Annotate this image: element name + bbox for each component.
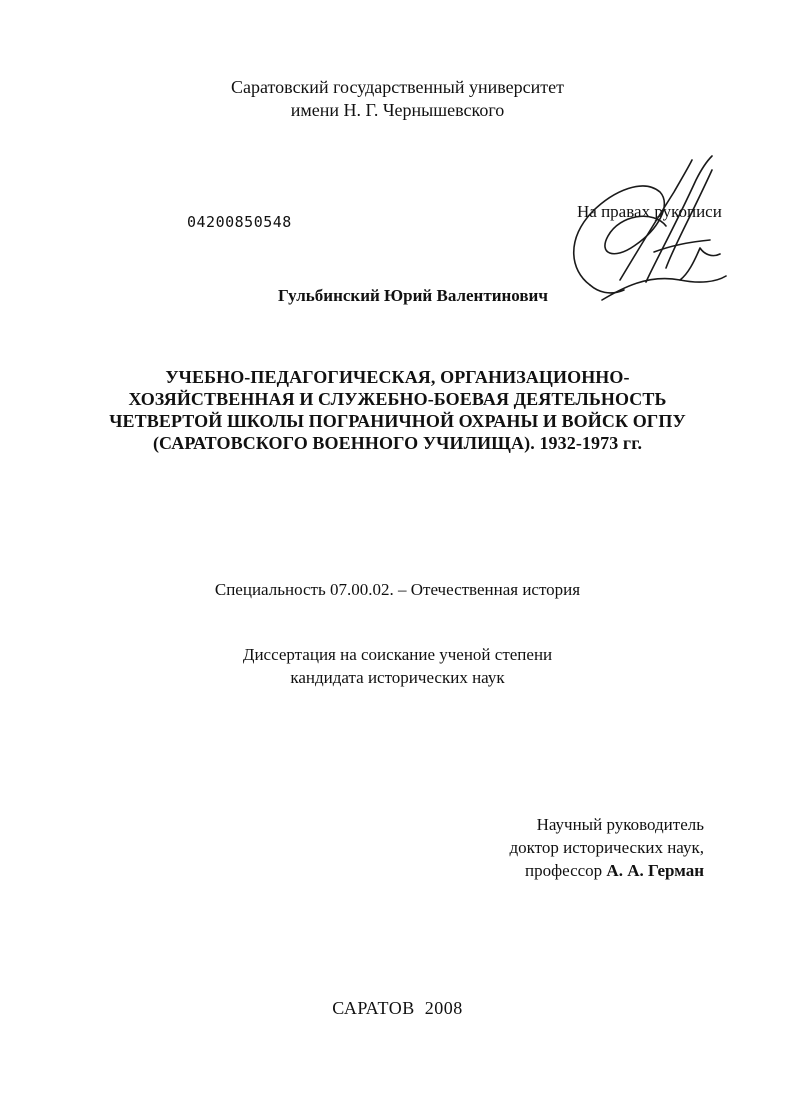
title-line: ЧЕТВЕРТОЙ ШКОЛЫ ПОГРАНИЧНОЙ ОХРАНЫ И ВОЙСК ОГПУ	[109, 411, 686, 431]
supervisor-title-line	[509, 859, 704, 882]
supervisor-degree: доктор исторических наук,	[509, 838, 704, 857]
university-header	[0, 76, 795, 122]
city-year	[0, 998, 795, 1019]
specialty: Специальность 07.00.02. – Отечественная история	[214, 580, 581, 599]
author-name: Гульбинский Юрий Валентинович	[278, 286, 548, 305]
catalog-code: 04200850548	[187, 213, 292, 231]
degree-statement-line: Диссертация на соискание ученой степени	[242, 645, 553, 664]
university-dedication: имени Н. Г. Чернышевского	[290, 100, 505, 120]
title-line: (САРАТОВСКОГО ВОЕННОГО УЧИЛИЩА). 1932-1973 гг.	[152, 433, 643, 453]
handwritten-signature-icon	[562, 150, 732, 310]
city-year-text: САРАТОВ 2008	[332, 998, 463, 1018]
degree-statement	[0, 643, 795, 689]
manuscript-note: На правах рукописи	[577, 202, 722, 221]
supervisor-block	[509, 813, 704, 882]
supervisor-role: Научный руководитель	[536, 815, 704, 834]
university-name: Саратовский государственный университет	[231, 77, 564, 97]
title-line: УЧЕБНО-ПЕДАГОГИЧЕСКАЯ, ОРГАНИЗАЦИОННО-	[165, 367, 630, 387]
title-line: ХОЗЯЙСТВЕННАЯ И СЛУЖЕБНО-БОЕВАЯ ДЕЯТЕЛЬНОСТЬ	[128, 389, 667, 409]
supervisor-name: А. А. Герман	[606, 861, 704, 880]
dissertation-title	[0, 366, 795, 454]
supervisor-rank: профессор	[524, 861, 603, 880]
degree-statement-line: кандидата исторических наук	[290, 668, 505, 687]
